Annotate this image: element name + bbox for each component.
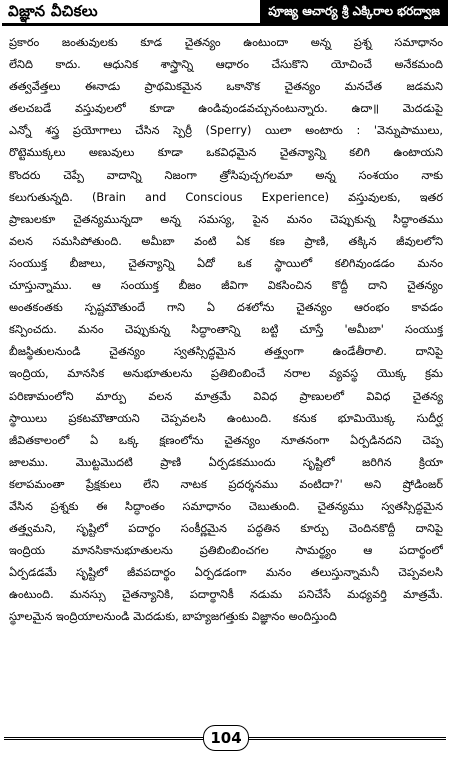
text-line: వేసిన ప్రశ్నకు ఈ సిద్ధాంతం సమాధానం చెబుతుంది. చైతన్యము స్వతస్సిద్ధమైన [9, 499, 443, 513]
text-line: స్థాయిలు ప్రకటమౌతాయని చెప్పవలసి ఉంటుంది. కనుక భూమియొక్క సుదీర్ఘ [9, 411, 443, 425]
page-number: 104 [203, 725, 249, 751]
text-line: తత్త్వమని, సృష్టిలో పదార్థం సంకీర్ణమైన పద్ధతిన కూర్పు చెందినకొద్దీ దానిపై [9, 522, 443, 536]
header-rule [104, 0, 260, 26]
text-line: ఉంటుంది. మనస్సు చైతన్యానికి, పదార్థానికీ నడుమ పనిచేసే మధ్యవర్తి మాత్రమే. [9, 588, 443, 602]
book-title: విజ్ఞాన వీచికలు [2, 0, 104, 26]
text-line: ప్రాణులకూ చైతన్యమున్నదా అన్న సమస్య, పైన మనం చెప్పుకున్న సిద్ధాంతము [9, 212, 443, 226]
text-line: చూస్తున్నాము. ఆ సంయుక్త బీజం జీవిగా వికసించిన కొద్దీ దాని చైతన్యం [9, 279, 443, 293]
page-footer [0, 725, 450, 755]
text-line: కలాపమంతా ప్రేక్షకులు లేని నాటక ప్రదర్శనము వంటిదా?' అని ష్రోడింజర్ [9, 477, 443, 491]
text-line: ప్రకారం జంతువులకు కూడ చైతన్యం ఉంటుందా అన్న ప్రశ్న సమాధానం [9, 36, 443, 49]
text-line: జాలము. మొట్టమొదటి ప్రాణి ఏర్పడకముందు సృష్టిలో జరిగిన క్రియా [9, 455, 443, 469]
text-line: అంతకంతకు స్పష్టమౌతుందే గాని ఏ దశలోను చైతన్యం ఆరంభం కావడం [9, 301, 443, 315]
text-line: ఇంద్రియ, మానసిక అనుభూతులను ప్రతిబింబించే నరాల వ్యవస్థ యొక్క క్రమ [9, 367, 443, 381]
text-line: ఏర్పడడమే సృష్టిలో జీవపదార్థం ఏర్పడడంగా మనం తలుస్తున్నామనీ చెప్పవలసి [9, 566, 443, 580]
text-line: కొందరు చెప్పే వాదాన్ని నిజంగా త్రోసిపుచ్చగలమా అన్న సంశయం నాకు [9, 168, 443, 182]
page-body-text [9, 32, 443, 718]
text-line: లేనిది కాదు. ఆధునిక శాస్త్రాన్ని ఆధారం చేసుకొని యోచించే అనేకమంది [9, 58, 443, 72]
text-line: జీవితకాలంలో ఏ ఒక్క క్షణంలోను చైతన్యం నూతనంగా ఏర్పడినదని చెప్ప [9, 433, 443, 447]
text-line: తత్వవేత్తలు ఈనాడు ప్రాథమికమైన ఒకానొక చైతన్యం మనచేత జడమని [9, 80, 443, 94]
text-line: పరిణామంలోని మార్పు వలన మాత్రమే వివిధ ప్రాణులలో వివిధ చైతన్య [9, 389, 443, 403]
text-line: వలన సమసిపోతుంది. అమీబా వంటి ఏక కణ ప్రాణి, తక్కిన జీవులలోని [9, 234, 443, 248]
text-line: తలచబడే వస్తువులలో కూడా ఉండివుండవచ్చునంటున్నారు. ఉదా॥ మెదడుపై [9, 102, 443, 116]
text-line: రొట్టెముక్కలు అణువులు కూడా ఒకవిధమైన చైతన్యాన్ని కలిగి ఉంటాయని [9, 146, 443, 160]
running-header [2, 0, 448, 26]
text-line: కలుగుతున్నది. (Brain and Conscious Experience) వస్తువులకు, ఇతర [9, 190, 443, 204]
text-line: ఎన్నో శస్త్ర ప్రయోగాలు చేసిన స్పెర్రీ (Sperry) యిలా అంటారు : 'వెన్నుపాములు, [9, 124, 443, 138]
author-banner: పూజ్య ఆచార్య శ్రీ ఎక్కిరాల భరద్వాజ [260, 0, 448, 26]
text-line: స్థూలమైన ఇంద్రియాలనుండి మెదడుకు, బాహ్యజగత్తుకు విజ్ఞానం అందిస్తుంది [9, 610, 337, 624]
text-line: బీజస్థితులనుండి చైతన్యం స్వతస్సిద్ధమైన తత్త్వంగా ఉండేతీరాలి. దానిపై [9, 345, 443, 359]
text-line: కన్పించదు. మనం చెప్పుకున్న సిద్ధాంతాన్ని బట్టి చూస్తే 'అమీబా' సంయుక్త [9, 323, 443, 337]
text-line: ఇంద్రియ మానసికానుభూతులను ప్రతిబింబించగల సామర్థ్యం ఆ పదార్థంలో [9, 544, 443, 558]
text-line: సంయుక్త బీజాలు, చైతన్యాన్ని ఏదో ఒక స్థాయిలో కలిగివుండడం మనం [9, 256, 443, 270]
